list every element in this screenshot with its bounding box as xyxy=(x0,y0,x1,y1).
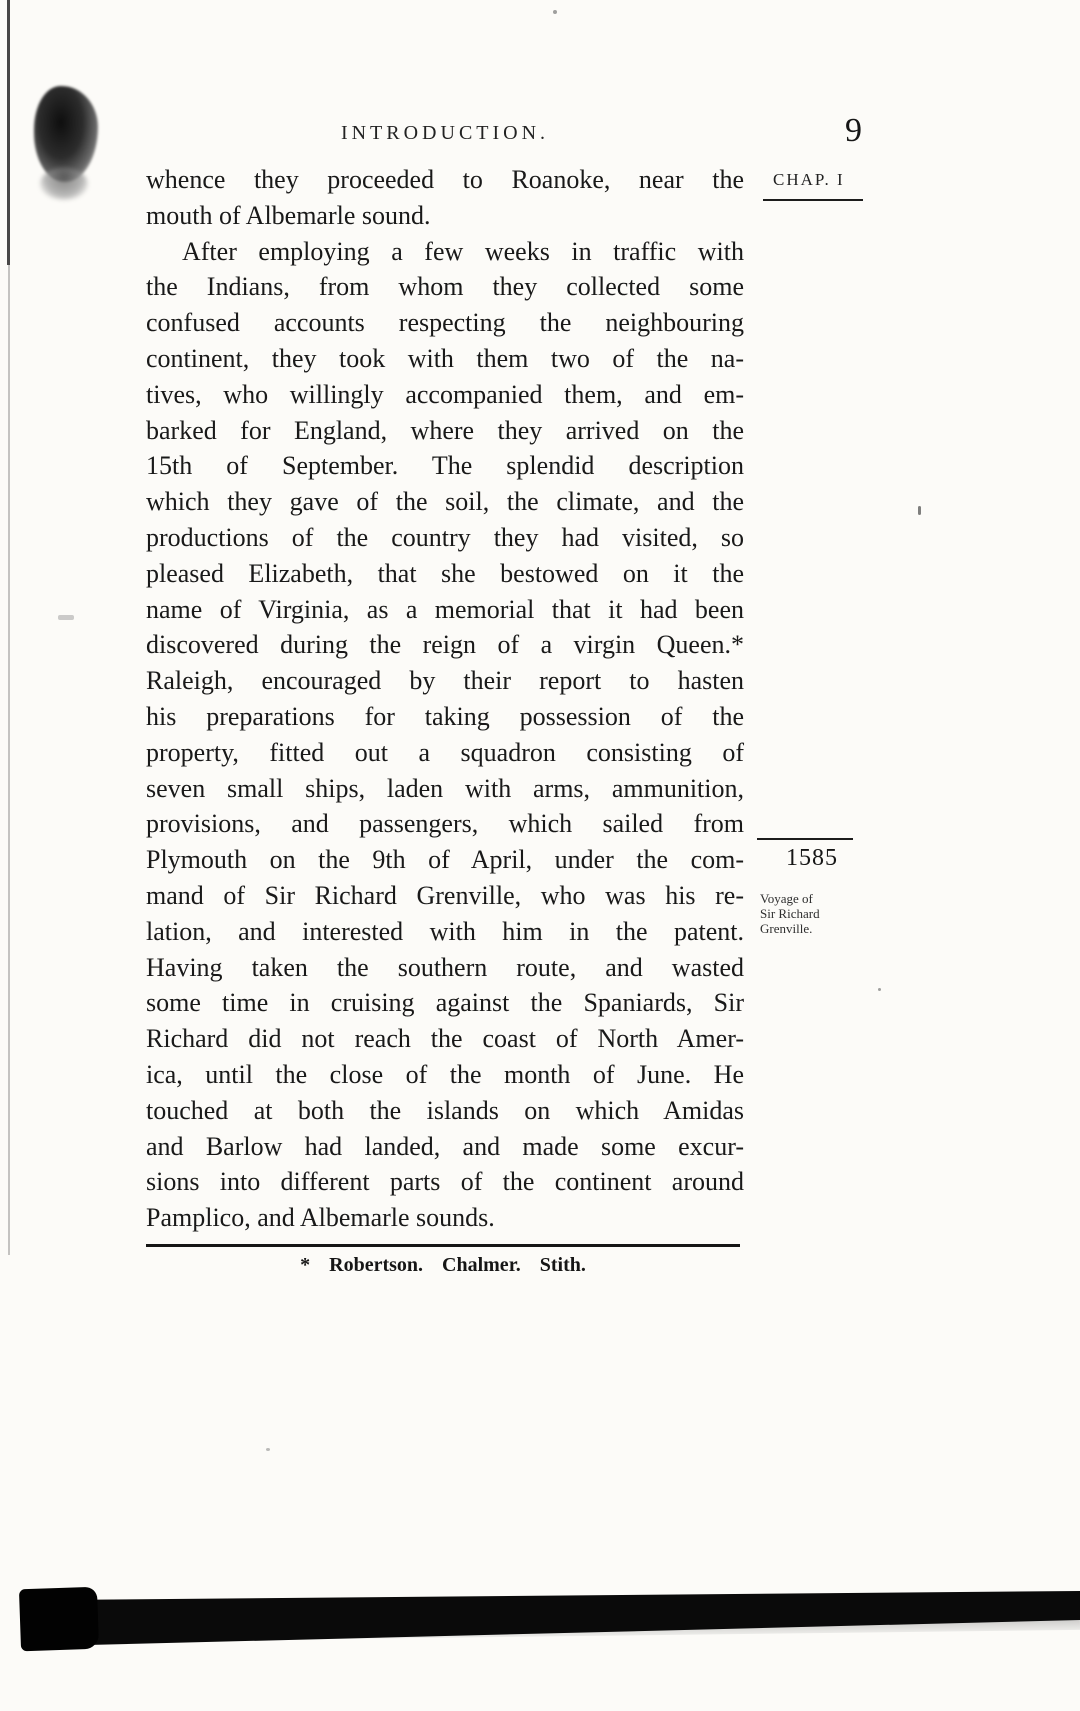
body-line: the Indians, from whom they collected some xyxy=(146,272,744,302)
body-line: Raleigh, encouraged by their report to hasten xyxy=(146,666,744,696)
body-line: pleased Elizabeth, that she bestowed on it the xyxy=(146,558,744,588)
scan-artifact-left-edge-line-faint xyxy=(8,265,10,1255)
body-line: name of Virginia, as a memorial that it had been xyxy=(146,594,744,624)
body-line: mand of Sir Richard Grenville, who was his re- xyxy=(146,880,744,910)
body-line: lation, and interested with him in the patent. xyxy=(146,916,744,946)
body-line: discovered during the reign of a virgin Queen.* xyxy=(146,630,744,660)
sidenote-line: Voyage of xyxy=(760,891,813,906)
body-line: Having taken the southern route, and wasted xyxy=(146,952,744,982)
chapter-sidenote: CHAP. I xyxy=(773,170,845,189)
sidenote-line: Grenville. xyxy=(760,921,813,936)
body-line: whence they proceeded to Roanoke, near the xyxy=(146,165,744,194)
footnote-rule xyxy=(146,1244,740,1247)
year-sidenote: 1585 xyxy=(786,845,838,871)
voyage-sidenote xyxy=(760,891,820,936)
scan-speck xyxy=(553,10,557,14)
scan-artifact-bottom-bar xyxy=(22,1591,1080,1649)
body-line: Plymouth on the 9th of April, under the com- xyxy=(146,845,744,875)
body-text xyxy=(146,162,744,1236)
body-line: provisions, and passengers, which sailed from xyxy=(146,809,744,839)
scan-speck xyxy=(58,615,74,620)
body-line: seven small ships, laden with arms, ammunition, xyxy=(146,773,744,803)
running-title: INTRODUCTION. xyxy=(340,122,550,144)
body-line: sions into different parts of the continent around xyxy=(146,1167,744,1197)
chapter-rule xyxy=(763,199,863,201)
scan-artifact-left-edge-line xyxy=(7,0,10,265)
body-line: some time in cruising against the Spaniards, Sir xyxy=(146,988,744,1018)
body-line: barked for England, where they arrived on the xyxy=(146,415,744,445)
body-line: Pamplico, and Albemarle sounds. xyxy=(146,1203,495,1233)
page-number: 9 xyxy=(845,112,862,149)
body-line: mouth of Albemarle sound. xyxy=(146,200,431,230)
body-line: Richard did not reach the coast of North Amer- xyxy=(146,1024,744,1054)
body-line: confused accounts respecting the neighbouring xyxy=(146,308,744,338)
footnote: * Robertson. Chalmer. Stith. xyxy=(300,1254,586,1276)
body-line: productions of the country they had visited, so xyxy=(146,522,744,552)
scan-artifact-bottom-blob xyxy=(19,1587,99,1652)
scan-speck xyxy=(878,988,881,991)
body-line: 15th of September. The splendid description xyxy=(146,451,744,481)
body-line: After employing a few weeks in traffic with xyxy=(182,236,744,266)
scan-artifact-ink-blot-tail xyxy=(40,168,88,200)
body-line: ica, until the close of the month of June. He xyxy=(146,1059,744,1089)
year-rule xyxy=(757,838,853,840)
body-line: tives, who willingly accompanied them, and em- xyxy=(146,379,744,409)
body-line: touched at both the islands on which Amidas xyxy=(146,1095,744,1125)
sidenote-line: Sir Richard xyxy=(760,906,820,921)
body-line: continent, they took with them two of the na- xyxy=(146,343,744,373)
body-line: property, fitted out a squadron consisting of xyxy=(146,737,744,767)
body-line: which they gave of the soil, the climate, and the xyxy=(146,487,744,517)
scan-speck xyxy=(918,506,921,515)
body-line: his preparations for taking possession of the xyxy=(146,701,744,731)
body-line: and Barlow had landed, and made some excur- xyxy=(146,1131,744,1161)
scan-speck xyxy=(266,1448,270,1451)
